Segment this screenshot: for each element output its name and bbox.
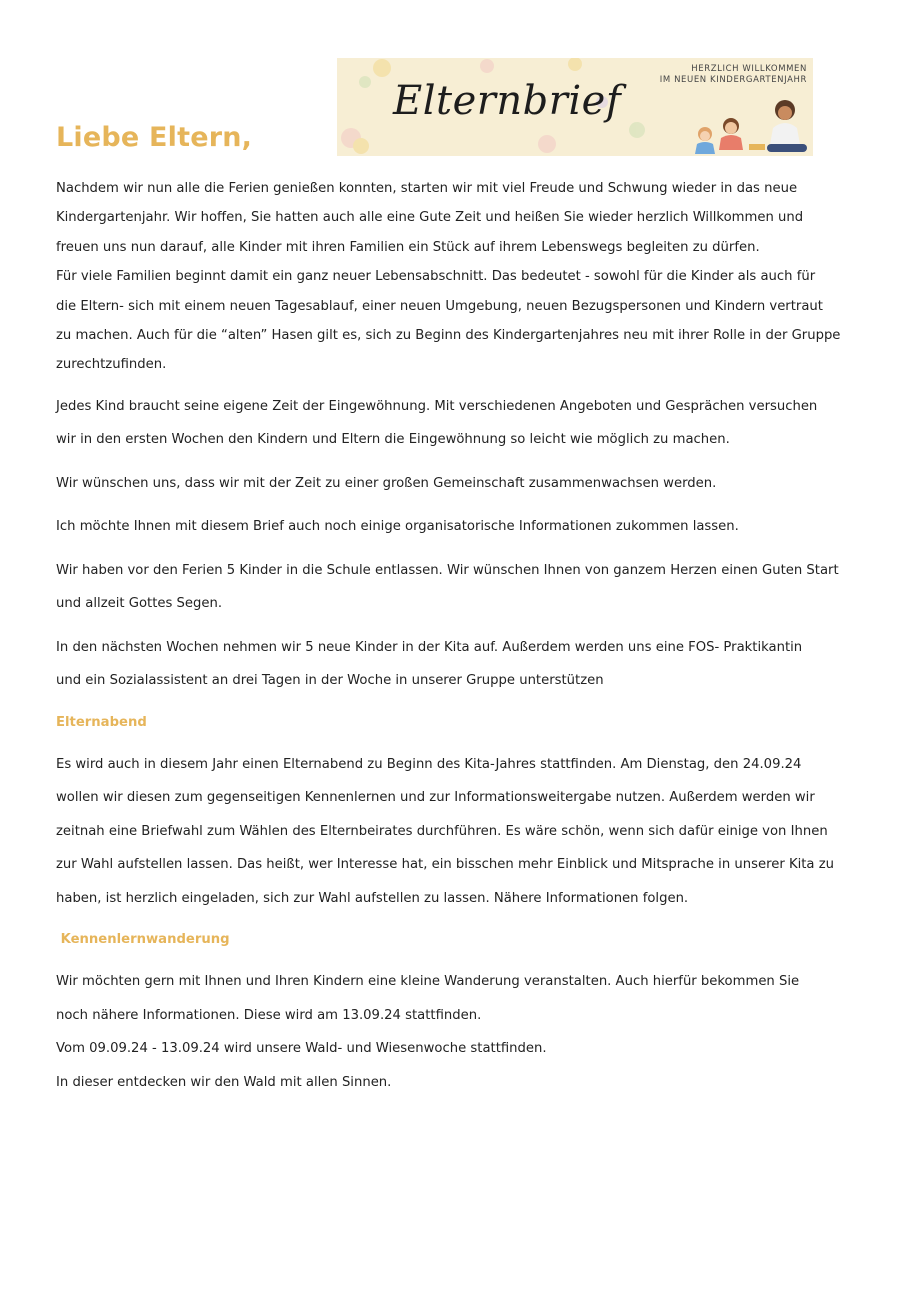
letter-body (56, 174, 871, 1099)
text-line: freuen uns nun darauf, alle Kinder mit ihren Familien ein Stück auf ihrem Lebenswegs begleiten zu dürfen. (56, 239, 760, 255)
text-line: Jedes Kind braucht seine eigene Zeit der Eingewöhnung. Mit verschiedenen Angeboten und Gesprächen versuchen (56, 398, 818, 414)
text-line: Vom 09.09.24 - 13.09.24 wird unsere Wald- und Wiesenwoche stattfinden. (56, 1041, 547, 1057)
section-title-elternabend: Elternabend (56, 714, 147, 730)
text-line: Es wird auch in diesem Jahr einen Elternabend zu Beginn des Kita-Jahres stattfinden. Am Dienstag, den 24.09.24 (56, 756, 802, 772)
gemeinschaft-paragraph: Wir wünschen uns, dass wir mit der Zeit zu einer großen Gemeinschaft zusammenwachsen werden. (56, 475, 717, 491)
eingewoehnung-paragraph (56, 390, 871, 457)
text-line: und allzeit Gottes Segen. (56, 596, 223, 612)
banner-image (337, 58, 813, 156)
text-line: zeitnah eine Briefwahl zum Wählen des Elternbeirates durchführen. Es wäre schön, wenn sich dafür einige von Ihnen (56, 823, 828, 839)
text-line: In den nächsten Wochen nehmen wir 5 neue Kinder in der Kita auf. Außerdem werden uns eine FOS- Praktikantin (56, 639, 803, 655)
text-line: Nachdem wir nun alle die Ferien genießen konnten, starten wir mit viel Freude und Schwung wieder in das neue (56, 181, 798, 196)
organisation-paragraph: Ich möchte Ihnen mit diesem Brief auch noch einige organisatorische Informationen zukommen lassen. (56, 519, 739, 535)
text-line: zur Wahl aufstellen lassen. Das heißt, wer Interesse hat, ein bisschen mehr Einblick und Mitsprache in unserer Kita zu (56, 857, 834, 873)
text-line: Kindergartenjahr. Wir hoffen, Sie hatten auch alle eine Gute Zeit und heißen Sie wieder herzlich Willkommen und (56, 210, 804, 226)
banner-subtitle (587, 64, 807, 86)
section-title-kennenlernwanderung: Kennenlernwanderung (56, 932, 230, 948)
banner-subtitle-line: IM NEUEN KINDERGARTENJAHR (659, 75, 807, 85)
text-line: wir in den ersten Wochen den Kindern und Eltern die Eingewöhnung so leicht wie möglich zu machen. (56, 432, 730, 448)
text-line: Wir möchten gern mit Ihnen und Ihren Kindern eine kleine Wanderung veranstalten. Auch hierfür bekommen Sie (56, 974, 800, 990)
text-line: zu machen. Auch für die “alten” Hasen gilt es, sich zu Beginn des Kindergartenjahres neu mit ihrer Rolle in der Gruppe (56, 328, 841, 344)
elternabend-paragraph (56, 748, 871, 916)
text-line: und ein Sozialassistent an drei Tagen in der Woche in unserer Gruppe unterstützen (56, 673, 604, 689)
neue-kinder-paragraph (56, 631, 871, 698)
text-line: noch nähere Informationen. Diese wird am 13.09.24 stattfinden. (56, 1007, 482, 1023)
text-line: die Eltern- sich mit einem neuen Tagesablauf, einer neuen Umgebung, neuen Bezugspersonen und Kindern vertraut (56, 298, 823, 314)
text-line: Wir haben vor den Ferien 5 Kinder in die Schule entlassen. Wir wünschen Ihnen von ganzem Herzen einen Guten Start (56, 562, 839, 578)
banner-subtitle-line: HERZLICH WILLKOMMEN (691, 64, 807, 74)
greeting-heading: Liebe Eltern, (56, 122, 253, 153)
wanderung-paragraph (56, 965, 871, 1099)
text-line: wollen wir diesen zum gegenseitigen Kennenlernen und zur Informationsweitergabe nutzen. Außerdem werden wir (56, 790, 815, 806)
text-line: In dieser entdecken wir den Wald mit allen Sinnen. (56, 1074, 392, 1090)
banner-script-title: Elternbrief (393, 78, 622, 124)
children-illustration-icon (695, 100, 807, 154)
text-line: haben, ist herzlich eingeladen, sich zur Wahl aufstellen zu lassen. Nähere Informationen folgen. (56, 890, 689, 906)
intro-paragraph (56, 174, 871, 380)
schule-paragraph (56, 554, 871, 621)
text-line: zurechtzufinden. (56, 357, 167, 373)
text-line: Für viele Familien beginnt damit ein ganz neuer Lebensabschnitt. Das bedeutet - sowohl für die Kinder als auch für (56, 269, 816, 285)
